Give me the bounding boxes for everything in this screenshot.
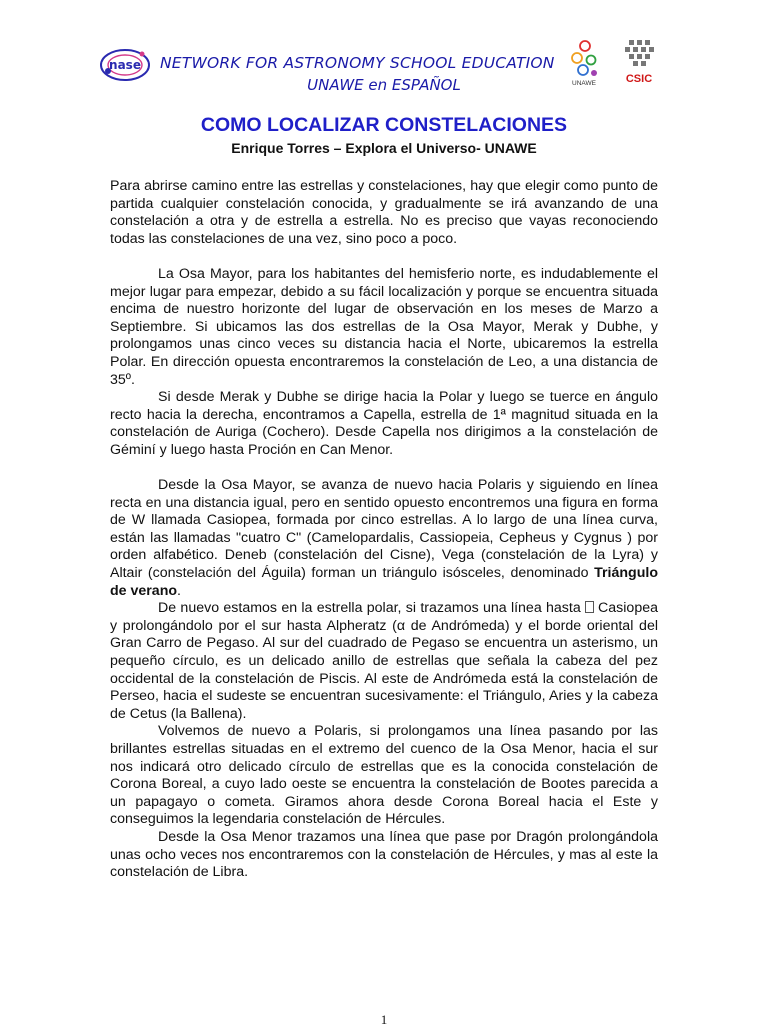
paragraph-3: Si desde Merak y Dubhe se dirige hacia la Polar y luego se tuerce en ángulo recto hacia la derecha, encontramos a Capella, estrella de 1ª magnitud situada en la constelación de Auriga (Cochero). Desde Capella nos dirigimos a la constelación de Géminí y luego hasta Proción en Can Menor. xyxy=(110,389,658,458)
document-author: Enrique Torres – Explora el Universo- UNAWE xyxy=(231,140,537,156)
paragraph-spacer xyxy=(110,460,658,478)
svg-text:UNAWE: UNAWE xyxy=(572,80,596,87)
header-subtitle-line: UNAWE en ESPAÑOL xyxy=(307,76,461,94)
document-title: COMO LOCALIZAR CONSTELACIONES xyxy=(200,114,568,136)
paragraph-4-bold-term: Triángulo de verano xyxy=(110,565,658,599)
paragraph-4 xyxy=(110,477,658,600)
missing-glyph-icon xyxy=(585,601,594,613)
paragraph-6: Volvemos de nuevo a Polaris, si prolongamos una línea pasando por las brillantes estrellas situadas en el extremo del cuenco de la Osa Menor, hacia el sur nos indicará otro delicado círculo de estrellas que es la conocida constelación de Corona Boreal, a cuyo lado oeste se encuentra la constelación de Bootes parecida a un papagayo o cometa. Giramos ahora desde Corona Boreal hacia el Este y conseguimos la legendaria constelación de Hércules. xyxy=(110,723,658,828)
svg-text:nase: nase xyxy=(109,58,141,72)
paragraph-5-rest: Casiopea y prolongándolo por el sur hasta Alpheratz (α de Andrómeda) y el borde oriental del Gran Carro de Pegaso. Al sur del cuadrado de Pegaso se encuentra un asterismo, un pequeño círculo, es un delicado anillo de estrellas que señala la cabeza del pez occidental de la constelación de Piscis. Al este de Andrómeda está la constelación de Perseo, hacia el sudeste se encuentran sucesivamente: el Triángulo, Aries y la cabeza de Cetus (la Ballena). xyxy=(110,600,658,722)
page-header xyxy=(0,38,768,108)
paragraph-spacer xyxy=(110,248,658,266)
page-number: 1 xyxy=(380,1012,388,1027)
paragraph-5 xyxy=(110,600,658,723)
paragraph-5-text: De nuevo estamos en la estrella polar, si trazamos una línea hasta xyxy=(158,600,581,617)
document-body xyxy=(110,178,658,882)
header-organization-line: NETWORK FOR ASTRONOMY SCHOOL EDUCATION xyxy=(160,54,555,72)
paragraph-7: Desde la Osa Menor trazamos una línea que pase por Dragón prolongándola unas ocho veces nos encontraremos con la constelación de Hércules, y mas al este la constelación de Libra. xyxy=(110,828,658,881)
paragraph-1: Para abrirse camino entre las estrellas y constelaciones, hay que elegir como punto de partida cualquier constelación conocida, y gradualmente se irá avanzando de una constelación a otra y de estrella a estrella. No es preciso que vayas reconociendo todas las constelaciones de una vez, sino poco a poco. xyxy=(110,178,658,247)
unawe-logo xyxy=(565,38,603,88)
svg-text:CSIC: CSIC xyxy=(625,73,653,85)
paragraph-4-end: . xyxy=(177,582,181,599)
paragraph-4-text: Desde la Osa Mayor, se avanza de nuevo hacia Polaris y siguiendo en línea recta en una distancia igual, pero en sentido opuesto encontremos una figura en forma de W llamada Casiopea, formada por cinco estrellas. A lo largo de una línea curva, están las llamadas "cuatro C" (Camelopardalis, Cassiopeia, Cepheus y Cygnus ) por orden alfabético. Deneb (constelación del Cisne), Vega (constelación de la Lyra) y Altair (constelación del Águila) forman un triángulo isósceles, denominado xyxy=(110,477,658,582)
csic-logo xyxy=(621,38,657,88)
paragraph-2: La Osa Mayor, para los habitantes del hemisferio norte, es indudablemente el mejor lugar para empezar, debido a su fácil localización y porque se encuentra situada encima de nuestro horizonte del lugar de observación en los meses de Marzo a Septiembre. Si ubicamos las dos estrellas de la Osa Mayor, Merak y Dubhe, y prolongamos unas cinco veces su distancia hacia el Norte, ubicaremos la estrella Polar. En dirección opuesta encontraremos la constelación de Leo, a una distancia de 35º. xyxy=(110,265,658,388)
